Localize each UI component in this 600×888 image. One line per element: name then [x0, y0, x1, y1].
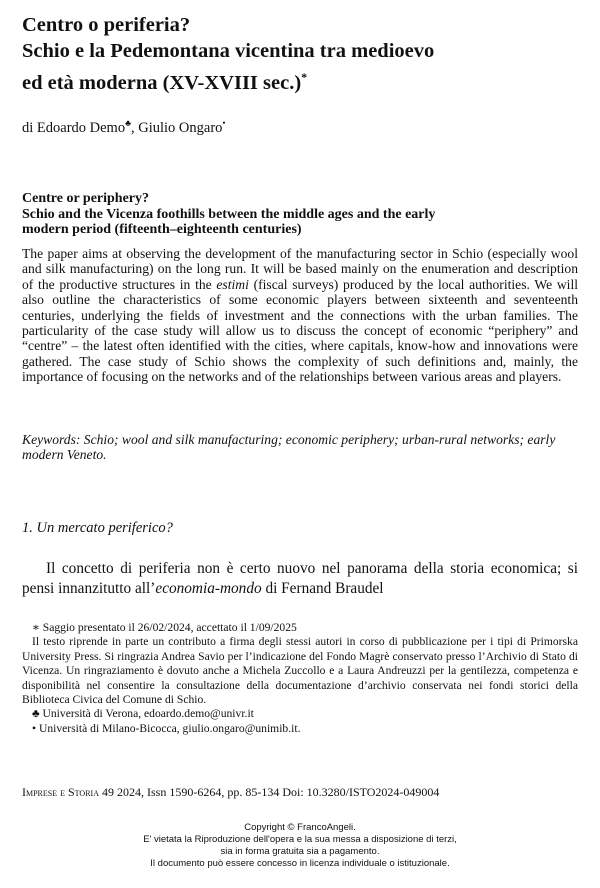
journal-citation — [22, 785, 439, 800]
author-prefix: di — [22, 119, 37, 136]
journal-name: Imprese e Storia — [22, 785, 99, 799]
copyright-line-4: Il documento può essere concesso in licenza individuale o istituzionale. — [150, 858, 450, 869]
footnote-acknowledgements: Il testo riprende in parte un contributo a firma degli stessi autori in corso di pubblicazione per i tipi di Primorska University Press. Si ringrazia Andrea Savio per l’indicazione del Fondo Magrè conservato presso l’Archivio di Stato di Vicenza. Un ringraziamento è dovuto anche a Michela Zuccollo e a Laura Andreuzzi per la gentilezza, competenza e disponibilità nel consentire la consultazione della documentazione d’archivio conservata nei fondi storici della Biblioteca Civica del Comune di Schio. — [22, 635, 578, 707]
abstract — [22, 246, 578, 385]
copyright-notice — [0, 822, 600, 870]
copyright-line-2: E' vietata la Riproduzione dell'opera e la sua messa a disposizione di terzi, — [143, 834, 457, 845]
abstract-part-2: (fiscal surveys) produced by the local authorities. We will also outline the characteristics of some economic players between sixteenth and seventeenth centuries, underlying the fields of investment and the connections with the urban families. The particularity of the case study will allow us to discuss the concept of economic “periphery” and “centre” – the latest often identified with the cities, where capitals, know-how and innovations were gathered. The case study of Schio shows the complexity of such definitions and, mainly, the importance of focusing on the networks and of the relationships between various areas and players. — [22, 276, 578, 385]
copyright-line-3: sia in forma gratuita sia a pagamento. — [220, 846, 380, 857]
english-title-line-3: modern period (fifteenth–eighteenth centuries) — [22, 222, 302, 237]
title-line-1: Centro o periferia? — [22, 14, 191, 36]
body-part-1: Il concetto di periferia non è certo nuovo nel panorama della storia economica; si pensi innanzitutto all’ — [22, 560, 578, 597]
keywords: Keywords: Schio; wool and silk manufacturing; economic periphery; urban-rural networks; early modern Veneto. — [22, 432, 556, 463]
author-ongaro-mark: • — [222, 118, 226, 128]
body-paragraph — [22, 559, 578, 599]
abstract-part-1: The paper aims at observing the development of the manufacturing sector in Schio (especially wool and silk manufacturing) on the long run. It will be based mainly on the enumeration and description of the productive structures in the — [22, 246, 578, 292]
section-heading: 1. Un mercato periferico? — [22, 520, 173, 536]
author-demo-mark: ♣ — [125, 118, 131, 128]
author-separator: , — [131, 119, 139, 136]
abstract-italic-term: estimi — [216, 276, 249, 292]
english-title — [22, 191, 578, 238]
author-ongaro: Giulio Ongaro — [138, 119, 223, 136]
body-italic-term: economia-mondo — [155, 580, 262, 597]
author-demo: Edoardo Demo — [36, 119, 126, 136]
english-title-line-1: Centre or periphery? — [22, 191, 150, 206]
footnotes — [22, 621, 578, 736]
english-title-line-2: Schio and the Vicenza foothills between the middle ages and the early — [22, 206, 436, 222]
footnote-author-demo: ♣ Università di Verona, edoardo.demo@univr.it — [32, 707, 254, 721]
title-line-3-text: ed età moderna (XV-XVIII sec.) — [22, 71, 302, 94]
copyright-line-1: Copyright © FrancoAngeli. — [244, 822, 356, 833]
title-line-2: Schio e la Pedemontana vicentina tra medioevo — [22, 40, 435, 62]
title-line-3 — [22, 64, 582, 96]
footnote-submission: ∗ Saggio presentato il 26/02/2024, accettato il 1/09/2025 — [32, 621, 297, 634]
journal-details: 49 2024, Issn 1590-6264, pp. 85-134 Doi: 10.3280/ISTO2024-049004 — [98, 785, 440, 799]
title-footnote-mark: * — [301, 70, 308, 84]
article-title — [22, 12, 582, 96]
author-line — [22, 118, 226, 137]
body-part-2: di Fernand Braudel — [261, 580, 384, 597]
footnote-author-ongaro: • Università di Milano-Bicocca, giulio.ongaro@unimib.it. — [32, 721, 301, 735]
